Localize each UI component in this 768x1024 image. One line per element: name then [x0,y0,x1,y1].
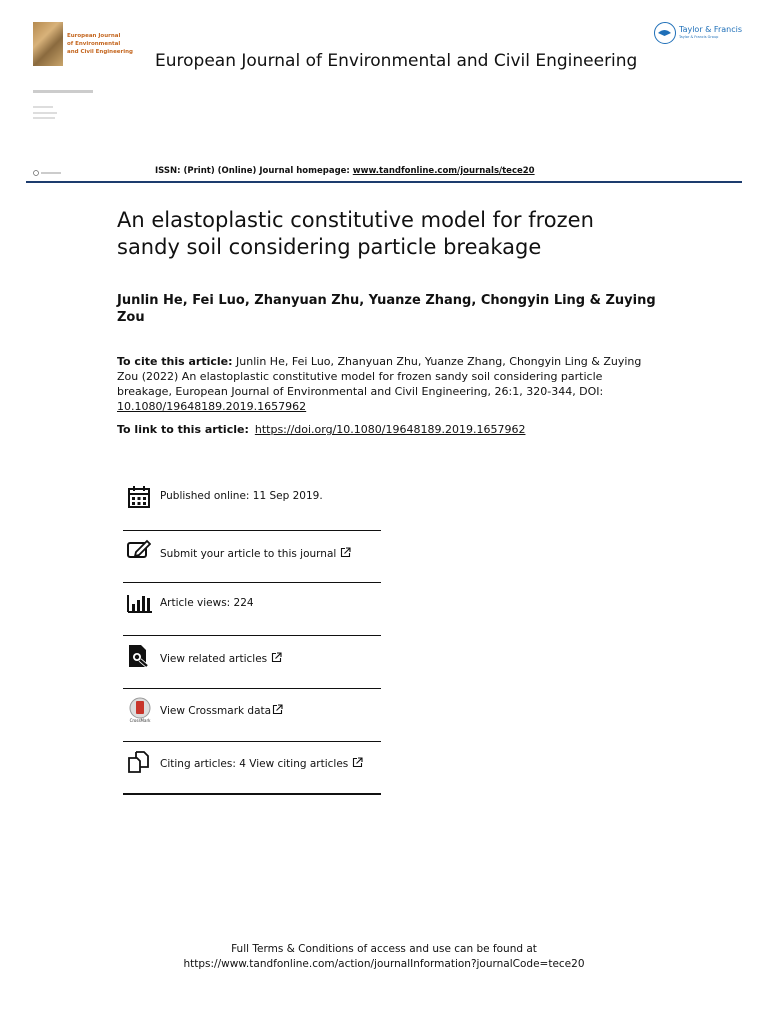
submit-link[interactable] [160,547,351,561]
cover-title-line: of Environmental [67,41,121,47]
citing-link[interactable] [160,757,363,771]
related-link[interactable] [160,652,282,666]
external-link-icon [271,652,282,666]
issn-prefix: ISSN: (Print) (Online) Journal homepage: [155,166,353,176]
article-link-line [117,423,525,436]
views-text: Article views: 224 [160,597,254,609]
citation-block [117,354,647,414]
info-divider [123,582,381,583]
cover-title [67,32,137,56]
edit-icon [127,538,151,562]
cover-small-logo [33,161,63,167]
publisher-logo-icon[interactable] [654,22,676,44]
journal-title: European Journal of Environmental and Civil Engineering [155,51,638,71]
external-link-icon [272,704,283,718]
citing-text: Citing articles: 4 View citing articles [160,758,349,770]
article-title: An elastoplastic constitutive model for frozen sandy soil considering particle breakage [117,208,594,259]
cover-meta-line [33,117,55,119]
crossmark-text: View Crossmark data [160,705,272,717]
article-doi-link[interactable]: https://doi.org/10.1080/19648189.2019.1657962 [254,423,526,436]
cover-meta-line [33,112,57,114]
cite-text: Junlin He, Fei Luo, Zhanyuan Zhu, Yuanze Zhang, Chongyin Ling & Zuying Zou (2022) An elastoplastic constitutive model for frozen sandy soil considering particle breakage, European Journal of Environmental and Civil Engineering, 26:1, 320-344, DOI: [117,355,642,398]
citing-documents-icon [127,750,151,774]
cover-meta-line [33,106,53,108]
info-divider [123,635,381,636]
crossmark-icon [127,697,151,721]
journal-homepage-link[interactable]: www.tandfonline.com/journals/tece20 [352,166,535,176]
footer-terms-link[interactable]: https://www.tandfonline.com/action/journalInformation?journalCode=tece20 [183,958,585,970]
header-divider [26,181,742,183]
external-link-icon [352,757,363,771]
link-label: To link to this article: [117,423,249,436]
external-link-icon [340,547,351,561]
search-document-icon [127,644,151,668]
info-divider [123,688,381,689]
cite-label: To cite this article: [117,355,233,368]
info-divider [123,793,381,795]
cover-title-line: and Civil Engineering [67,49,133,55]
article-authors: Junlin He, Fei Luo, Zhanyuan Zhu, Yuanze Zhang, Chongyin Ling & Zuying Zou [117,293,656,325]
footer-line: Full Terms & Conditions of access and use can be found at [231,943,537,955]
info-divider [123,741,381,742]
calendar-icon [127,485,151,509]
publisher-sub: Taylor & Francis Group [679,35,719,39]
journal-cover-image [33,22,63,66]
submit-text: Submit your article to this journal [160,548,337,560]
issn-line [155,166,535,176]
footer [0,942,768,972]
crossmark-link[interactable] [160,704,283,718]
bar-chart-icon [127,591,151,615]
cover-meta-line [33,90,93,93]
cite-doi-link[interactable]: 10.1080/19648189.2019.1657962 [117,400,307,413]
cover-title-line: European Journal [67,33,121,39]
svg-text:CrossMark: CrossMark [129,718,151,723]
published-text: Published online: 11 Sep 2019. [160,490,323,502]
related-text: View related articles [160,653,268,665]
publisher-name: Taylor & Francis [679,25,742,34]
info-divider [123,530,381,531]
